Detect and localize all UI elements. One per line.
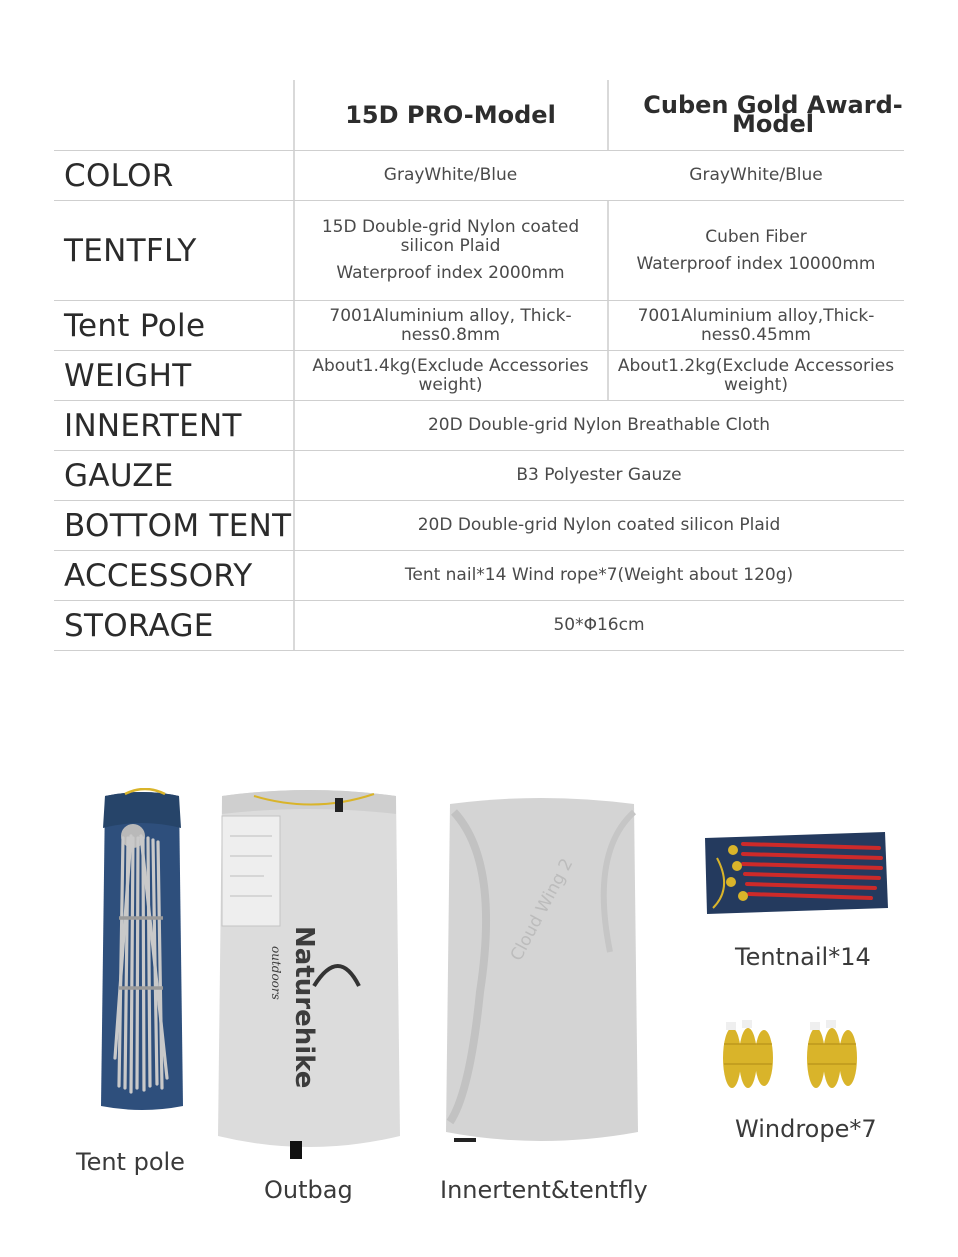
tent-print-text: Cloud Wing 2 bbox=[506, 855, 578, 965]
tent-nail-image bbox=[703, 828, 888, 916]
row-label: WEIGHT bbox=[64, 357, 192, 394]
caption-tent-pole: Tent pole bbox=[76, 1148, 185, 1176]
row-label: INNERTENT bbox=[64, 407, 242, 444]
caption-innertent-tentfly: Innertent&tentfly bbox=[440, 1176, 648, 1204]
innertent-tentfly-image bbox=[440, 792, 642, 1152]
cell-value: GrayWhite/Blue bbox=[689, 165, 823, 185]
table-row-tent-pole bbox=[54, 301, 904, 351]
cell-line: About1.4kg(Exclude Accessories bbox=[312, 355, 589, 376]
row-label: GAUZE bbox=[64, 457, 174, 494]
row-label: COLOR bbox=[64, 157, 174, 194]
row-label: Tent Pole bbox=[64, 307, 206, 344]
table-header-row bbox=[54, 80, 904, 151]
cell-value bbox=[294, 201, 607, 300]
caption-outbag: Outbag bbox=[264, 1176, 353, 1204]
table-row-storage bbox=[54, 601, 904, 651]
column-header-15d-pro: 15D PRO-Model bbox=[345, 100, 556, 129]
row-label: ACCESSORY bbox=[64, 557, 253, 594]
table-row-tentfly bbox=[54, 201, 904, 301]
cell-value bbox=[294, 351, 607, 400]
cell-value: 50*Φ16cm bbox=[553, 615, 645, 635]
table-row-bottom-tent bbox=[54, 501, 904, 551]
cell-value bbox=[608, 301, 904, 350]
cell-value bbox=[294, 301, 607, 350]
cell-value bbox=[608, 201, 904, 300]
table-row-weight bbox=[54, 351, 904, 401]
outbag-image bbox=[214, 786, 404, 1166]
row-label: BOTTOM TENT bbox=[64, 507, 292, 544]
cell-line: Waterproof index 10000mm bbox=[636, 253, 876, 274]
cell-value: 20D Double-grid Nylon Breathable Cloth bbox=[427, 415, 771, 435]
table-row-gauze bbox=[54, 451, 904, 501]
column-header-cuben: Cuben Gold Award-Model bbox=[643, 91, 903, 138]
table-row-innertent bbox=[54, 401, 904, 451]
cell-line: 7001Aluminium alloy,Thick- bbox=[637, 305, 875, 326]
cell-line: 15D Double-grid Nylon coated bbox=[321, 217, 580, 237]
cell-line: weight) bbox=[418, 374, 483, 395]
row-label: STORAGE bbox=[64, 607, 214, 644]
cell-line: weight) bbox=[724, 374, 788, 395]
table-row-color bbox=[54, 151, 904, 201]
cell-line: ness0.8mm bbox=[400, 324, 501, 345]
row-label: TENTFLY bbox=[64, 232, 197, 269]
cell-line: About1.2kg(Exclude Accessories bbox=[617, 355, 895, 376]
cell-value bbox=[608, 351, 904, 400]
cell-value: B3 Polyester Gauze bbox=[516, 465, 682, 485]
cell-value: Tent nail*14 Wind rope*7(Weight about 120g) bbox=[404, 565, 794, 585]
cell-line: Cuben Fiber bbox=[705, 226, 807, 247]
outbag-brand-sub: outdoors bbox=[269, 946, 283, 1000]
cell-value: GrayWhite/Blue bbox=[383, 165, 518, 185]
outbag-brand-text: Naturehike bbox=[289, 926, 319, 1089]
caption-tent-nail: Tentnail*14 bbox=[735, 943, 871, 971]
table-row-accessory bbox=[54, 551, 904, 601]
cell-line: Waterproof index 2000mm bbox=[336, 263, 565, 283]
cell-line: silicon Plaid bbox=[400, 236, 501, 256]
caption-wind-rope: Windrope*7 bbox=[735, 1115, 877, 1143]
cell-line: 7001Aluminium alloy, Thick- bbox=[329, 305, 572, 326]
tent-pole-image bbox=[95, 788, 190, 1118]
wind-rope-image bbox=[712, 1014, 872, 1094]
cell-line: ness0.45mm bbox=[701, 324, 811, 345]
cell-value: 20D Double-grid Nylon coated silicon Plaid bbox=[417, 515, 781, 535]
